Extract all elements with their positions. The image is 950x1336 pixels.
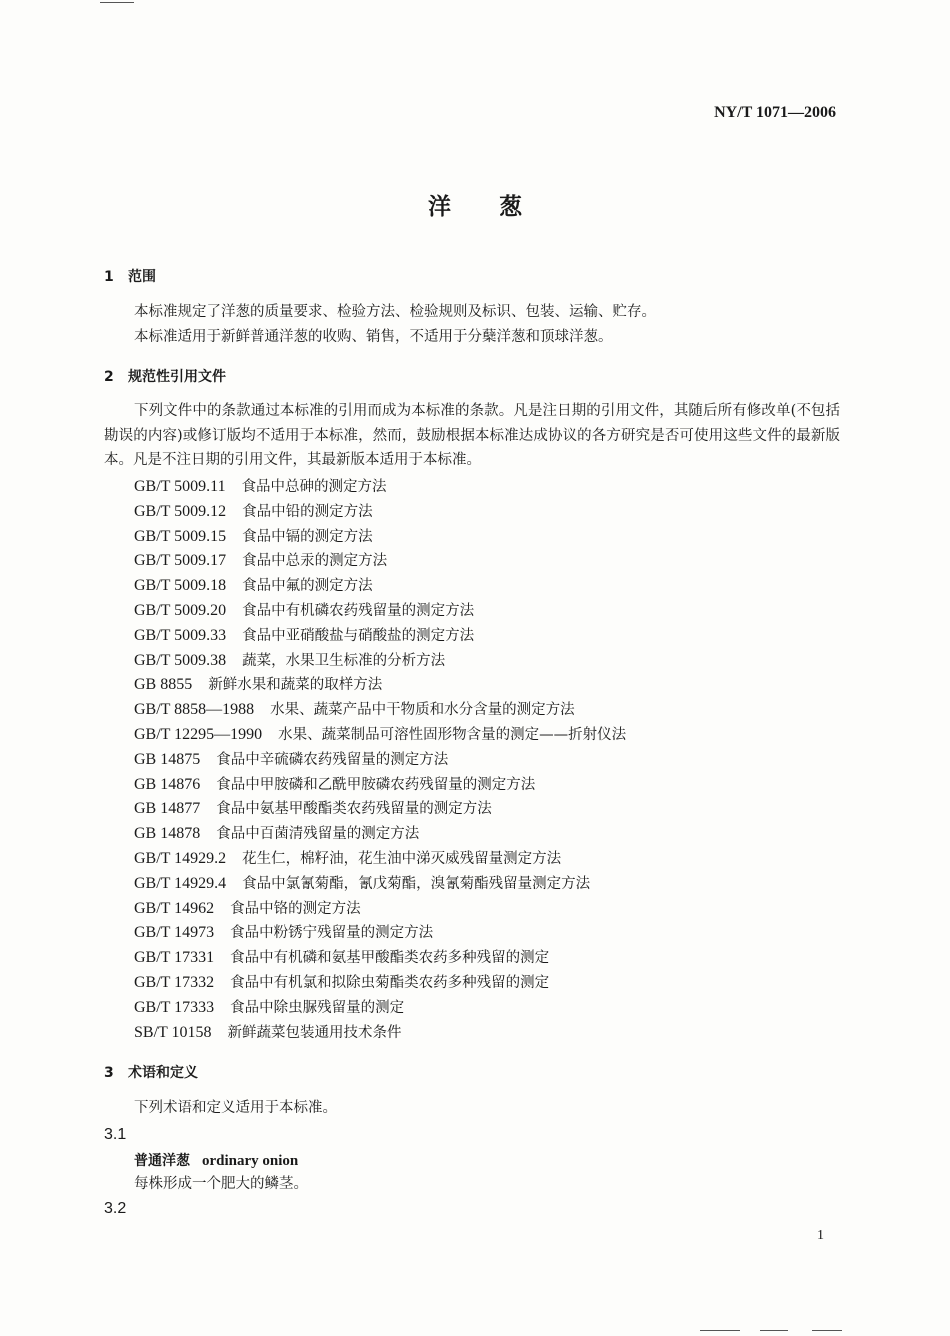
- reference-code: GB/T 5009.18: [134, 577, 227, 595]
- reference-item: [134, 698, 626, 723]
- scope-paragraph-1: 本标准规定了洋葱的质量要求、检验方法、检验规则及标识、包装、运输、贮存。: [134, 304, 656, 320]
- reference-title: 食品中铅的测定方法: [242, 503, 373, 520]
- reference-code: GB 14875: [134, 750, 201, 768]
- reference-item: [134, 673, 626, 698]
- reference-code: GB/T 5009.12: [134, 502, 227, 520]
- section-2-heading: [104, 366, 226, 386]
- reference-code: GB/T 17333: [134, 998, 215, 1016]
- reference-title: 食品中氟的测定方法: [242, 578, 373, 595]
- reference-title: 食品中有机磷农药残留量的测定方法: [242, 602, 475, 619]
- reference-code: GB/T 14929.4: [134, 874, 227, 892]
- reference-title: 食品中氯氰菊酯，氰戊菊酯，溴氰菊酯残留量测定方法: [242, 875, 591, 892]
- reference-item: [134, 574, 626, 599]
- scan-mark: [700, 1330, 740, 1331]
- section-1-heading: [104, 266, 156, 286]
- scan-mark: [100, 2, 134, 3]
- reference-item: [134, 847, 626, 872]
- reference-item: [134, 525, 626, 550]
- reference-item: [134, 822, 626, 847]
- reference-item: [134, 475, 626, 500]
- reference-item: [134, 599, 626, 624]
- reference-item: [134, 897, 626, 922]
- reference-title: 食品中总汞的测定方法: [242, 553, 388, 570]
- reference-item: [134, 748, 626, 773]
- reference-title: 新鲜蔬菜包装通用技术条件: [227, 1024, 402, 1041]
- reference-title: 新鲜水果和蔬菜的取样方法: [208, 677, 383, 694]
- reference-title: 食品中除虫脲残留量的测定: [230, 999, 405, 1016]
- term-number: 3.2: [104, 1200, 127, 1217]
- standard-code: NY/T 1071—2006: [714, 104, 836, 121]
- reference-code: GB 14877: [134, 800, 201, 818]
- reference-title: 食品中总砷的测定方法: [241, 479, 387, 495]
- section-number: 2: [104, 369, 114, 385]
- reference-code: GB/T 8858—1988: [134, 701, 255, 719]
- page-number: 1: [817, 1228, 824, 1243]
- reference-title: 食品中百菌清残留量的测定方法: [216, 826, 420, 843]
- reference-code: GB/T 5009.20: [134, 601, 227, 619]
- reference-item: [134, 723, 626, 748]
- reference-code: GB 14878: [134, 825, 201, 843]
- section-title: 范围: [128, 269, 156, 285]
- term-number: 3.1: [104, 1126, 127, 1143]
- term-definition: 每株形成一个肥大的鳞茎。: [134, 1176, 308, 1192]
- reference-title: 食品中有机磷和氨基甲酸酯类农药多种残留的测定: [230, 950, 550, 967]
- reference-item: [134, 773, 626, 798]
- term-name-en: ordinary onion: [202, 1153, 299, 1169]
- reference-title: 食品中镉的测定方法: [242, 528, 373, 545]
- reference-title: 食品中亚硝酸盐与硝酸盐的测定方法: [242, 627, 475, 644]
- reference-code: GB/T 14929.2: [134, 849, 227, 867]
- reference-title: 食品中铬的测定方法: [230, 900, 361, 917]
- reference-title: 食品中氨基甲酸酯类农药残留量的测定方法: [216, 801, 492, 818]
- reference-item: [134, 649, 626, 674]
- reference-title: 水果、蔬菜制品可溶性固形物含量的测定——折射仪法: [278, 726, 627, 743]
- reference-title: 食品中甲胺磷和乙酰甲胺磷农药残留量的测定方法: [216, 776, 536, 793]
- document-title: 洋葱: [428, 194, 570, 220]
- section-title: 术语和定义: [128, 1065, 198, 1081]
- reference-item: [134, 971, 626, 996]
- reference-item: [134, 1021, 626, 1046]
- reference-code: GB 8855: [134, 676, 193, 694]
- reference-item: [134, 549, 626, 574]
- reference-code: GB/T 17331: [134, 949, 215, 967]
- reference-item: [134, 921, 626, 946]
- reference-item: [134, 500, 626, 525]
- reference-title: 蔬菜，水果卫生标准的分析方法: [242, 652, 446, 669]
- scan-mark: [760, 1330, 788, 1331]
- reference-code: GB 14876: [134, 775, 201, 793]
- scan-mark: [812, 1330, 842, 1331]
- term-name-zh: 普通洋葱: [134, 1153, 190, 1169]
- reference-title: 花生仁，棉籽油，花生油中涕灭威残留量测定方法: [242, 850, 562, 867]
- references-intro: 下列文件中的条款通过本标准的引用而成为本标准的条款。凡是注日期的引用文件，其随后所有修改单(不包括勘误的内容)或修订版均不适用于本标准，然而，鼓励根据本标准达成协议的各方研究是否可使用这些文件的最新版本。凡是不注日期的引用文件，其最新版本适用于本标准。: [104, 403, 840, 468]
- section-3-heading: [104, 1062, 198, 1082]
- reference-item: [134, 946, 626, 971]
- reference-code: SB/T 10158: [134, 1023, 212, 1041]
- reference-item: [134, 996, 626, 1021]
- reference-title: 水果、蔬菜产品中干物质和水分含量的测定方法: [270, 702, 575, 719]
- reference-code: GB/T 12295—1990: [134, 725, 263, 743]
- section-title: 规范性引用文件: [128, 369, 226, 385]
- reference-code: GB/T 5009.38: [134, 651, 227, 669]
- reference-title: 食品中粉锈宁残留量的测定方法: [230, 925, 434, 942]
- reference-title: 食品中有机氯和拟除虫菊酯类农药多种残留的测定: [230, 974, 550, 991]
- terms-intro: 下列术语和定义适用于本标准。: [134, 1100, 337, 1116]
- reference-code: GB/T 5009.33: [134, 626, 227, 644]
- reference-title: 食品中辛硫磷农药残留量的测定方法: [216, 751, 449, 768]
- reference-item: [134, 624, 626, 649]
- reference-code: GB/T 14973: [134, 924, 215, 942]
- section-number: 3: [104, 1065, 114, 1081]
- reference-code: GB/T 5009.17: [134, 552, 227, 570]
- term-heading: [134, 1150, 298, 1170]
- section-number: 1: [104, 269, 114, 285]
- reference-list: [134, 475, 626, 1045]
- reference-code: GB/T 14962: [134, 899, 215, 917]
- reference-code: GB/T 5009.15: [134, 527, 227, 545]
- reference-item: [134, 797, 626, 822]
- reference-item: [134, 872, 626, 897]
- scope-paragraph-2: 本标准适用于新鲜普通洋葱的收购、销售，不适用于分蘖洋葱和顶球洋葱。: [134, 329, 613, 345]
- reference-code: GB/T 5009.11: [134, 478, 226, 495]
- reference-code: GB/T 17332: [134, 973, 215, 991]
